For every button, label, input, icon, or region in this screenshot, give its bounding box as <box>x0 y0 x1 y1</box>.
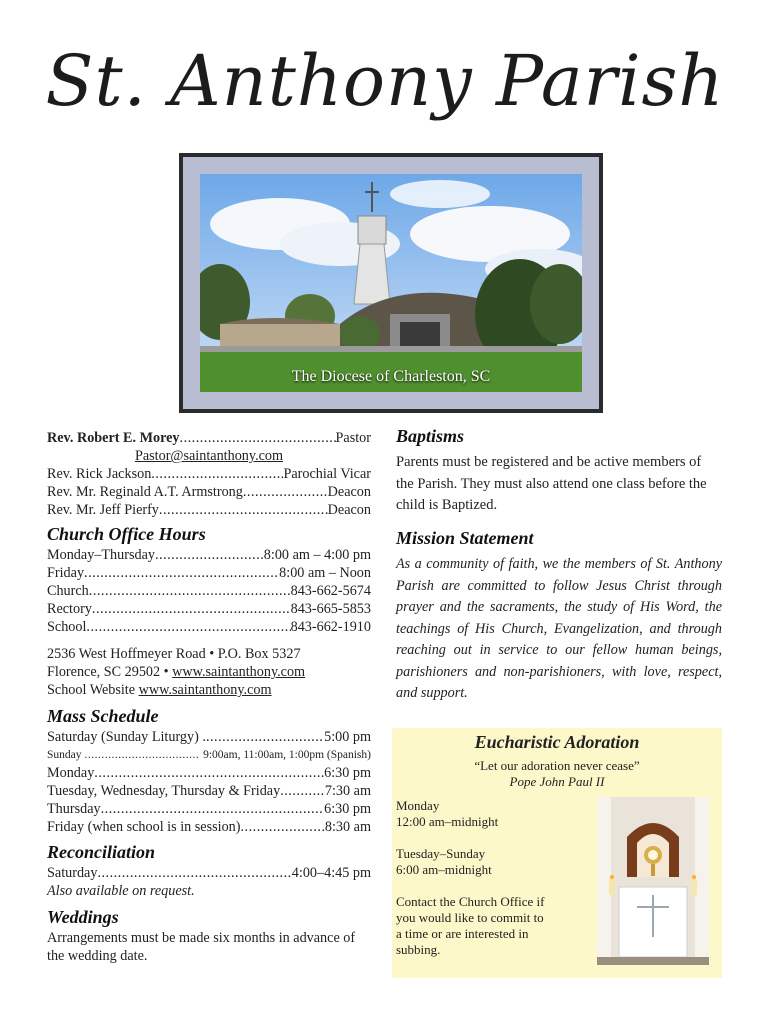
mass-row <box>47 818 371 836</box>
leader-dots <box>97 864 291 882</box>
reconciliation-row <box>47 864 371 882</box>
office-hours-label: Friday <box>47 565 85 581</box>
office-hours-label: School <box>47 619 87 635</box>
adoration-day: Monday <box>396 798 440 813</box>
leader-dots <box>94 764 324 782</box>
adoration-box <box>392 728 722 978</box>
photo-caption: The Diocese of Charleston, SC <box>291 368 491 385</box>
church-illustration <box>200 174 582 392</box>
church-photo-frame <box>179 153 603 413</box>
leader-dots <box>89 582 291 600</box>
adoration-quote-author: Pope John Paul II <box>509 774 605 789</box>
office-hours-row <box>47 600 371 618</box>
adoration-quote: “Let our adoration never cease” <box>474 758 640 773</box>
address-line: 2536 West Hoffmeyer Road • P.O. Box 5327 <box>47 646 301 662</box>
reconciliation-section <box>47 840 371 900</box>
weddings-heading: Weddings <box>47 907 119 927</box>
reconciliation-heading: Reconciliation <box>47 842 155 862</box>
leader-dots <box>92 600 291 618</box>
mission-text: As a community of faith, we the members of St. Anthony Parish are committed to follow Jesus Christ through prayer and the sacraments, the study of His Word, the teachings of His Church, Evangelization, and through reaching out in service to our fellow human beings, parishioners and non-parishioners, with love, respect, and support. <box>396 556 722 701</box>
mission-heading: Mission Statement <box>396 528 534 548</box>
mass-schedule-section <box>47 704 371 836</box>
clergy-name: Rev. Rick Jackson <box>47 466 152 482</box>
adoration-chapel-photo <box>597 797 709 965</box>
adoration-day: Tuesday–Sunday <box>396 846 486 861</box>
weddings-text: Arrangements must be made six months in advance of the wedding date. <box>47 930 356 964</box>
office-hours-row <box>47 582 371 600</box>
leader-dots <box>280 782 325 800</box>
church-photo <box>200 174 582 392</box>
mass-time: 6:30 pm <box>324 765 371 781</box>
office-hours-heading: Church Office Hours <box>47 524 206 544</box>
baptisms-section <box>396 424 722 517</box>
clergy-row <box>47 465 371 483</box>
office-hours-row <box>47 618 371 636</box>
clergy-role: Deacon <box>327 484 371 500</box>
adoration-time: 12:00 am–midnight <box>396 814 499 829</box>
office-hours-row <box>47 564 371 582</box>
school-website-label: School Website <box>47 682 139 698</box>
office-hours-label: Rectory <box>47 601 92 617</box>
mass-row <box>47 728 371 746</box>
pastor-email-link[interactable]: Pastor@saintanthony.com <box>134 448 284 464</box>
parish-title: St. Anthony Parish <box>45 40 725 122</box>
office-hours-section <box>47 522 371 636</box>
office-hours-value: 8:00 am – Noon <box>279 565 371 581</box>
address-block <box>47 645 371 699</box>
office-hours-row <box>47 546 371 564</box>
address-line <box>47 663 371 681</box>
office-hours-value: 8:00 am – 4:00 pm <box>263 547 371 563</box>
mass-day: Sunday <box>47 749 82 761</box>
office-hours-label: Church <box>47 583 89 599</box>
mass-day: Monday <box>47 765 95 781</box>
mass-row <box>47 746 371 764</box>
mass-row <box>47 782 371 800</box>
clergy-name: Rev. Robert E. Morey <box>47 430 180 446</box>
clergy-row <box>47 501 371 519</box>
spacer <box>396 878 586 894</box>
leader-dots <box>155 546 264 564</box>
baptisms-heading: Baptisms <box>396 426 465 446</box>
school-website-line <box>47 681 371 699</box>
leader-dots <box>206 728 324 746</box>
leader-dots <box>85 746 201 764</box>
adoration-schedule <box>396 798 586 958</box>
leader-dots <box>151 465 283 483</box>
leader-dots <box>243 483 328 501</box>
adoration-contact: Contact the Church Office if you would like to commit to a time or are interested in subbing. <box>396 894 545 957</box>
mass-day: Thursday <box>47 801 101 817</box>
mass-day: Friday (when school is in session) <box>47 819 241 835</box>
office-hours-value: 843-662-5674 <box>290 583 371 599</box>
clergy-role: Deacon <box>327 502 371 518</box>
leader-dots <box>159 501 328 519</box>
leader-dots <box>84 564 279 582</box>
clergy-row <box>47 429 371 447</box>
leader-dots <box>101 800 325 818</box>
office-hours-value: 843-665-5853 <box>290 601 371 617</box>
clergy-role: Parochial Vicar <box>283 466 371 482</box>
spacer <box>396 830 586 846</box>
school-website-link[interactable]: www.saintanthony.com <box>138 682 272 698</box>
mass-day: Tuesday, Wednesday, Thursday & Friday <box>47 783 281 799</box>
mass-row <box>47 800 371 818</box>
website-link[interactable]: www.saintanthony.com <box>172 664 306 680</box>
leader-dots <box>86 618 290 636</box>
mass-time: 9:00am, 11:00am, 1:00pm (Spanish) <box>203 749 371 761</box>
office-hours-label: Monday–Thursday <box>47 547 155 563</box>
mass-time: 5:00 pm <box>324 729 371 745</box>
mass-schedule-heading: Mass Schedule <box>47 706 159 726</box>
monstrance-illustration <box>597 797 709 965</box>
adoration-heading: Eucharistic Adoration <box>474 732 640 752</box>
weddings-section <box>47 905 371 965</box>
photo-mat <box>183 157 599 409</box>
address-city: Florence, SC 29502 • <box>47 664 173 680</box>
clergy-role: Pastor <box>335 430 371 446</box>
mass-time: 8:30 am <box>324 819 371 835</box>
baptisms-text: Parents must be registered and be active members of the Parish. They must also attend one class before the child is Baptized. <box>396 454 707 513</box>
mission-section <box>396 526 722 705</box>
reconciliation-note: Also available on request. <box>47 883 195 899</box>
mass-row <box>47 764 371 782</box>
office-hours-value: 843-662-1910 <box>290 619 371 635</box>
mass-time: 6:30 pm <box>324 801 371 817</box>
clergy-list <box>47 429 371 519</box>
leader-dots <box>241 818 325 836</box>
adoration-time: 6:00 am–midnight <box>396 862 492 877</box>
leader-dots <box>180 429 336 447</box>
adoration-quote-block <box>392 758 722 790</box>
pastor-email-line <box>47 447 371 465</box>
mass-day: Saturday (Sunday Liturgy) . <box>47 729 206 745</box>
mass-time: 7:30 am <box>324 783 371 799</box>
reconciliation-day: Saturday <box>47 865 98 881</box>
clergy-name: Rev. Mr. Reginald A.T. Armstrong <box>47 484 243 500</box>
clergy-row <box>47 483 371 501</box>
clergy-name: Rev. Mr. Jeff Pierfy <box>47 502 159 518</box>
reconciliation-time: 4:00–4:45 pm <box>291 865 371 881</box>
